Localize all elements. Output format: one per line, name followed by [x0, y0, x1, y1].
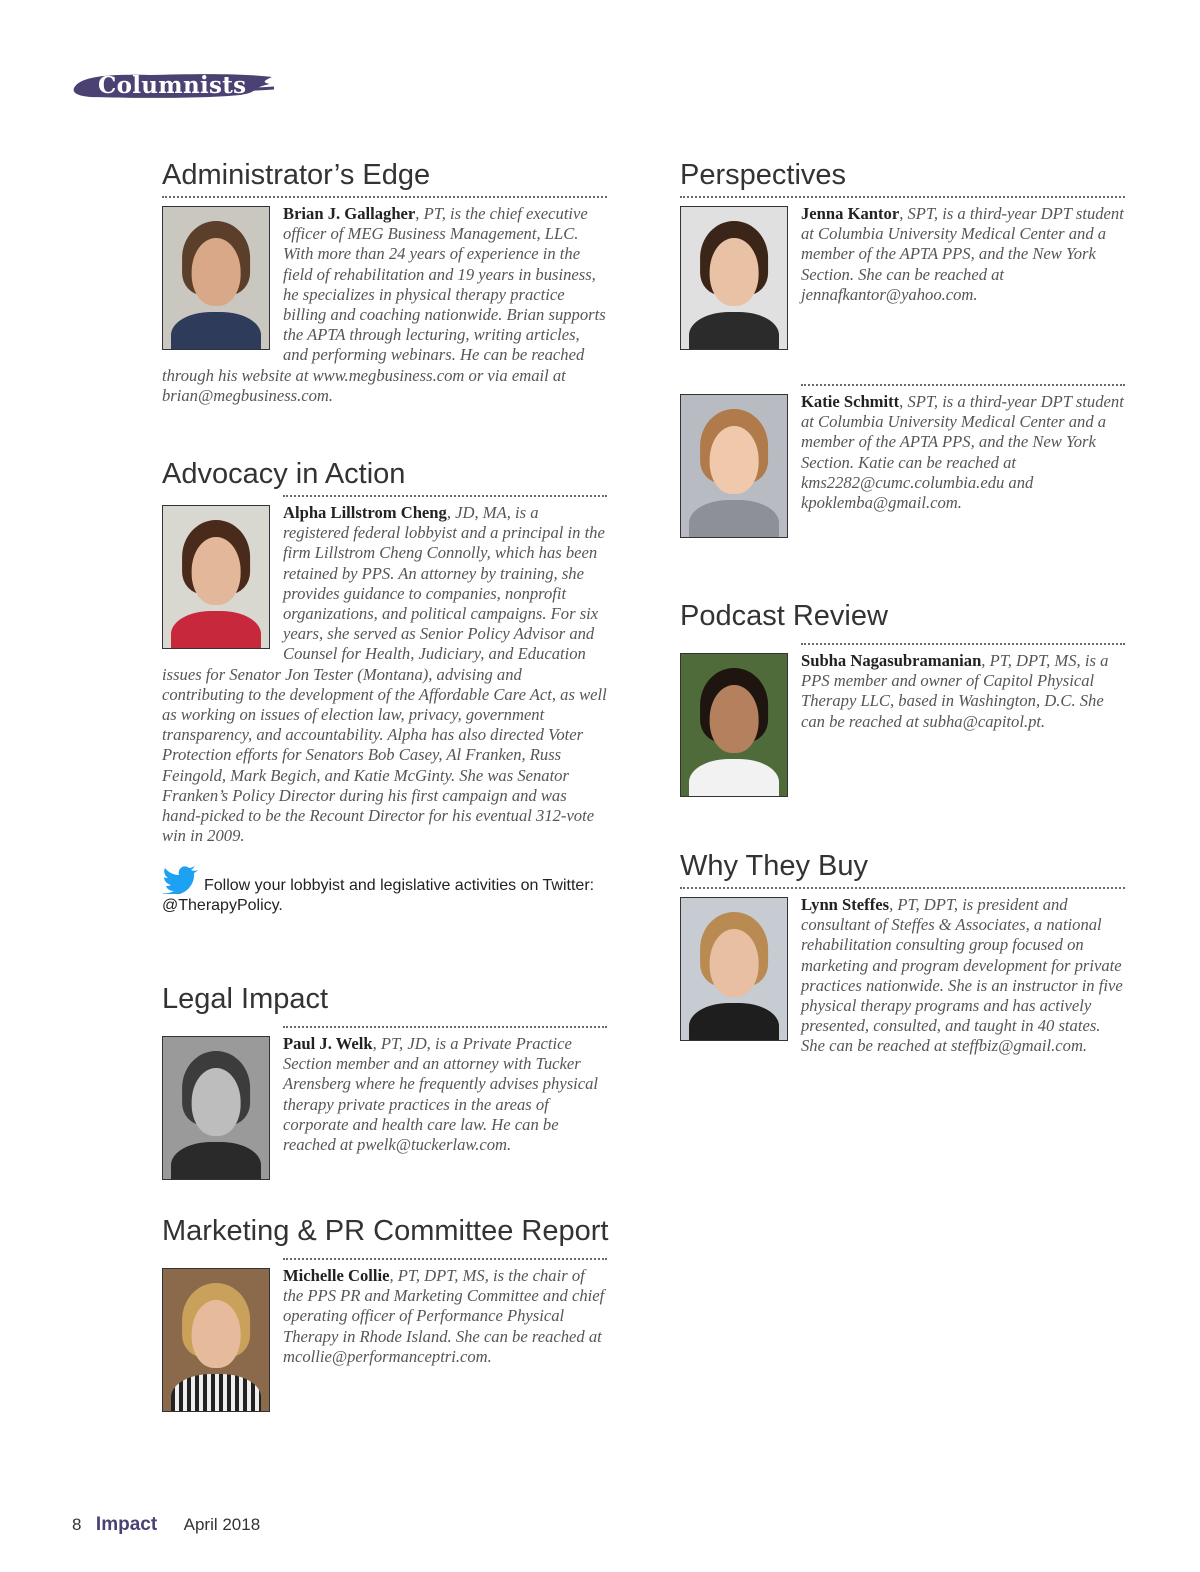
section-heading: Perspectives	[680, 159, 847, 191]
columnist-photo	[680, 206, 788, 350]
section-heading: Podcast Review	[680, 600, 888, 632]
columnist-bio	[162, 1266, 607, 1367]
columnist-bio-text: , PT, is the chief executive officer of MEG Business Management, LLC. With more than 24 years of experience in the field of rehabilitation and 19 years in business, he specializes in physical therapy practice billing and coaching nationwide. Brian supports the APTA through lecturing, writing articles, and performing webinars. He can be reached through his website at www.megbusiness.com or via email at brian@megbusiness.com.	[162, 204, 606, 405]
dotted-divider	[283, 1026, 607, 1028]
section-administrators-edge	[162, 158, 607, 406]
columnist-bio-text: , PT, DPT, is president and consultant of Steffes & Associates, a national rehabilitation consulting group focused on marketing and program development for private practices nationwide. She is an instructor in five physical therapy programs and has actively presented, consulted, and taught in 40 states. She can be reached at steffbiz@gmail.com.	[801, 895, 1123, 1056]
twitter-note-text: Follow your lobbyist and legislative activities on Twitter: @TherapyPolicy.	[162, 877, 595, 915]
columnist-bio-text: , SPT, is a third-year DPT student at Columbia University Medical Center and a member of the APTA PPS, and the New York Section. She can be reached at jennafkantor@yahoo.com.	[801, 204, 1124, 304]
columnist-bio-text: , SPT, is a third-year DPT student at Columbia University Medical Center and a member of the APTA PPS, and the New York Section. Katie can be reached at kms2282@cumc.columbia.edu and kpoklemba@gmail.com.	[801, 392, 1124, 513]
columnist-bio	[680, 392, 1125, 513]
columnist-bio	[680, 651, 1125, 732]
columnist-bio	[162, 204, 607, 406]
banner-label: Columnists	[98, 72, 247, 99]
columnist-name: Brian J. Gallagher	[283, 204, 416, 223]
section-why-they-buy	[680, 849, 1125, 1057]
columnist-photo	[162, 505, 270, 649]
columnist-photo	[162, 1036, 270, 1180]
columnist-name: Paul J. Welk	[283, 1034, 373, 1053]
dotted-divider	[283, 1258, 607, 1260]
columnist-photo	[680, 653, 788, 797]
columnist-name: Michelle Collie	[283, 1266, 390, 1285]
section-advocacy-in-action	[162, 457, 607, 916]
dotted-divider	[801, 643, 1125, 645]
section-heading: Why They Buy	[680, 850, 869, 882]
columnist-photo	[162, 1268, 270, 1412]
columnist-bio-text: , PT, DPT, MS, is a PPS member and owner of Capitol Physical Therapy LLC, based in Washington, D.C. She can be reached at subha@capitol.pt.	[801, 651, 1109, 731]
issue-date: April 2018	[183, 1515, 261, 1534]
section-heading: Marketing & PR Committee Report	[162, 1215, 609, 1247]
twitter-bird-icon	[162, 866, 200, 894]
columnist-bio-text: , JD, MA, is a registered federal lobbyist and a principal in the firm Lillstrom Cheng Connolly, which has been retained by PPS. An attorney by training, she provides guidance to companies, nonprofit organizations, and political campaigns. For six years, she served as Senior Policy Advisor and Counsel for Health, Judiciary, and Education issues for Senator Jon Tester (Montana), advising and contributing to the development of the Affordable Care Act, as well as working on issues of election law, privacy, government transparency, and accountability. Alpha has also directed Voter Protection efforts for Senators Bob Casey, Al Franken, Russ Feingold, Mark Begich, and Katie McGinty. She was Senator Franken’s Policy Director during his first campaign and was hand-picked to be the Recount Director for his eventual 312-vote win in 2009.	[162, 503, 607, 846]
magazine-title: Impact	[95, 1514, 158, 1535]
columnist-name: Jenna Kantor	[801, 204, 900, 223]
section-heading: Advocacy in Action	[162, 458, 406, 490]
dotted-divider	[680, 887, 1125, 889]
columnist-name: Alpha Lillstrom Cheng	[283, 503, 447, 522]
section-legal-impact	[162, 982, 607, 1184]
dotted-divider	[283, 495, 607, 497]
columnist-bio-text: , PT, DPT, MS, is the chair of the PPS PR and Marketing Committee and chief operating officer of Performance Physical Therapy in Rhode Island. She can be reached at mcollie@performanceptri.com.	[283, 1266, 605, 1366]
columnist-photo	[162, 206, 270, 350]
page-footer	[72, 1514, 260, 1536]
columnist-photo	[680, 897, 788, 1041]
dotted-divider	[162, 196, 607, 198]
columnist-name: Lynn Steffes	[801, 895, 890, 914]
page-number: 8	[72, 1515, 82, 1534]
columnist-photo	[680, 394, 788, 538]
dotted-divider	[801, 384, 1125, 386]
twitter-follow-note	[162, 866, 607, 916]
section-podcast-review	[680, 599, 1125, 801]
section-perspectives	[680, 158, 1125, 542]
section-heading: Legal Impact	[162, 983, 329, 1015]
columnist-bio-text: , PT, JD, is a Private Practice Section member and an attorney with Tucker Arensberg where he frequently advises physical therapy private practices in the areas of corporate and health care law. He can be reached at pwelk@tuckerlaw.com.	[283, 1034, 599, 1155]
dotted-divider	[680, 196, 1125, 198]
columnist-bio	[680, 204, 1125, 364]
columnist-bio	[680, 895, 1125, 1057]
section-heading: Administrator’s Edge	[162, 159, 431, 191]
columnists-banner	[70, 68, 275, 104]
columnist-bio	[162, 503, 607, 846]
section-marketing-pr	[162, 1214, 607, 1416]
columnist-bio	[162, 1034, 607, 1155]
columnist-name: Subha Nagasubramanian	[801, 651, 982, 670]
columnist-name: Katie Schmitt	[801, 392, 900, 411]
